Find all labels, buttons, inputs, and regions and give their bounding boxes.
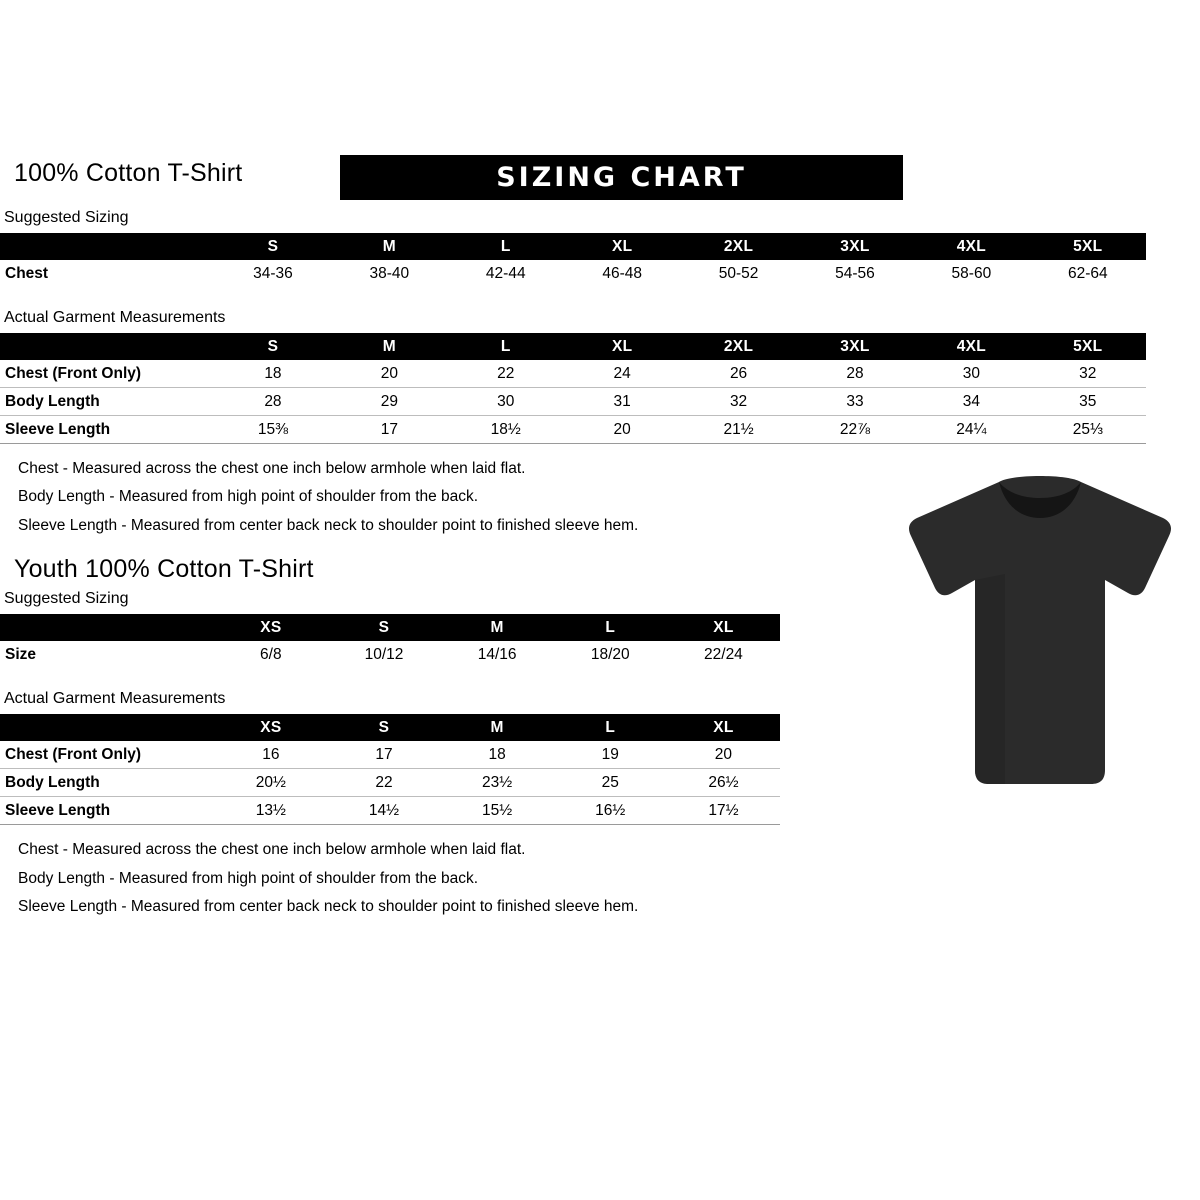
cell: 15½ <box>441 797 554 825</box>
col-header: 2XL <box>680 333 796 360</box>
table-header-row <box>0 233 1146 260</box>
cell: 22⅞ <box>797 416 913 444</box>
cell: 22/24 <box>667 641 780 668</box>
table-header-row <box>0 714 780 741</box>
cell: 42-44 <box>448 260 564 287</box>
cell: 22 <box>448 360 564 388</box>
col-header <box>0 333 215 360</box>
cell: 26½ <box>667 769 780 797</box>
spacer <box>0 287 880 303</box>
row-label: Sleeve Length <box>0 416 215 444</box>
cell: 38-40 <box>331 260 447 287</box>
note-sleeve-length: Sleeve Length - Measured from center back neck to shoulder point to finished sleeve hem. <box>18 516 639 534</box>
cell: 31 <box>564 388 680 416</box>
col-header: M <box>441 614 554 641</box>
spacer <box>0 668 880 684</box>
row-label: Chest <box>0 260 215 287</box>
cell: 24¼ <box>913 416 1029 444</box>
cell: 13½ <box>214 797 327 825</box>
table-header-row <box>0 333 1146 360</box>
row-label: Body Length <box>0 769 214 797</box>
col-header: 5XL <box>1030 333 1146 360</box>
col-header: L <box>448 333 564 360</box>
table-row <box>0 769 780 797</box>
note-body-length: Body Length - Measured from high point of shoulder from the back. <box>18 488 479 506</box>
col-header: L <box>554 714 667 741</box>
note-chest: Chest - Measured across the chest one inch below armhole when laid flat. <box>18 460 526 477</box>
row-label: Chest (Front Only) <box>0 741 214 769</box>
col-header: XS <box>214 614 327 641</box>
t-shirt-illustration <box>895 470 1185 800</box>
cell: 14/16 <box>441 641 554 668</box>
col-header <box>0 233 215 260</box>
col-header: S <box>327 714 440 741</box>
col-header: S <box>215 333 331 360</box>
col-header <box>0 714 214 741</box>
table-row <box>0 641 780 668</box>
col-header <box>0 614 214 641</box>
col-header: L <box>448 233 564 260</box>
cell: 24 <box>564 360 680 388</box>
cell: 20 <box>667 741 780 769</box>
cell: 54-56 <box>797 260 913 287</box>
col-header: 3XL <box>797 333 913 360</box>
cell: 28 <box>215 388 331 416</box>
table-row <box>0 360 1146 388</box>
youth-suggested-sizing-label: Suggested Sizing <box>4 590 129 608</box>
adult-actual-measurements-label: Actual Garment Measurements <box>4 309 226 326</box>
row-label: Body Length <box>0 388 215 416</box>
row-label: Sleeve Length <box>0 797 214 825</box>
cell: 34 <box>913 388 1029 416</box>
cell: 18/20 <box>554 641 667 668</box>
cell: 30 <box>913 360 1029 388</box>
col-header: S <box>215 233 331 260</box>
t-shirt-icon <box>895 470 1185 800</box>
cell: 34-36 <box>215 260 331 287</box>
row-label: Chest (Front Only) <box>0 360 215 388</box>
col-header: XL <box>564 333 680 360</box>
cell: 50-52 <box>680 260 796 287</box>
youth-actual-measurements-table <box>0 714 780 825</box>
cell: 22 <box>327 769 440 797</box>
cell: 30 <box>448 388 564 416</box>
cell: 18 <box>215 360 331 388</box>
cell: 6/8 <box>214 641 327 668</box>
adult-title-row <box>0 155 880 203</box>
col-header: L <box>554 614 667 641</box>
table-row <box>0 260 1146 287</box>
cell: 35 <box>1030 388 1146 416</box>
cell: 21½ <box>680 416 796 444</box>
sizing-chart-banner-text: SIZING CHART <box>496 162 747 193</box>
adult-actual-measurements-table <box>0 333 1146 444</box>
cell: 20½ <box>214 769 327 797</box>
cell: 16½ <box>554 797 667 825</box>
col-header: 4XL <box>913 333 1029 360</box>
sizing-chart-banner <box>340 155 903 200</box>
chart-content <box>0 155 1108 925</box>
col-header: 2XL <box>680 233 796 260</box>
cell: 46-48 <box>564 260 680 287</box>
col-header: XL <box>564 233 680 260</box>
cell: 18 <box>441 741 554 769</box>
col-header: S <box>327 614 440 641</box>
adult-suggested-sizing-label: Suggested Sizing <box>4 209 129 226</box>
table-row <box>0 741 780 769</box>
cell: 17½ <box>667 797 780 825</box>
col-header: XL <box>667 714 780 741</box>
note-body-length: Body Length - Measured from high point of shoulder from the back. <box>18 869 479 887</box>
youth-notes <box>18 839 880 918</box>
cell: 16 <box>214 741 327 769</box>
table-row <box>0 797 780 825</box>
cell: 58-60 <box>913 260 1029 287</box>
col-header: 4XL <box>913 233 1029 260</box>
youth-actual-measurements-label: Actual Garment Measurements <box>4 690 226 708</box>
cell: 32 <box>1030 360 1146 388</box>
table-row <box>0 416 1146 444</box>
col-header: M <box>331 333 447 360</box>
cell: 33 <box>797 388 913 416</box>
cell: 28 <box>797 360 913 388</box>
col-header: 5XL <box>1030 233 1146 260</box>
table-row <box>0 388 1146 416</box>
cell: 20 <box>331 360 447 388</box>
cell: 32 <box>680 388 796 416</box>
row-label: Size <box>0 641 214 668</box>
adult-title: 100% Cotton T-Shirt <box>14 159 243 187</box>
cell: 17 <box>327 741 440 769</box>
cell: 14½ <box>327 797 440 825</box>
col-header: 3XL <box>797 233 913 260</box>
cell: 17 <box>331 416 447 444</box>
cell: 15⅜ <box>215 416 331 444</box>
cell: 20 <box>564 416 680 444</box>
cell: 18½ <box>448 416 564 444</box>
note-chest: Chest - Measured across the chest one inch below armhole when laid flat. <box>18 841 526 859</box>
cell: 25 <box>554 769 667 797</box>
col-header: M <box>331 233 447 260</box>
col-header: M <box>441 714 554 741</box>
adult-suggested-sizing-table <box>0 233 1146 287</box>
cell: 19 <box>554 741 667 769</box>
youth-title: Youth 100% Cotton T-Shirt <box>14 555 314 584</box>
adult-notes <box>18 458 880 537</box>
youth-suggested-sizing-table <box>0 614 780 668</box>
cell: 10/12 <box>327 641 440 668</box>
cell: 29 <box>331 388 447 416</box>
col-header: XL <box>667 614 780 641</box>
col-header: XS <box>214 714 327 741</box>
cell: 23½ <box>441 769 554 797</box>
cell: 26 <box>680 360 796 388</box>
table-header-row <box>0 614 780 641</box>
note-sleeve-length: Sleeve Length - Measured from center back neck to shoulder point to finished sleeve hem. <box>18 898 639 916</box>
cell: 62-64 <box>1030 260 1146 287</box>
cell: 25⅓ <box>1030 416 1146 444</box>
